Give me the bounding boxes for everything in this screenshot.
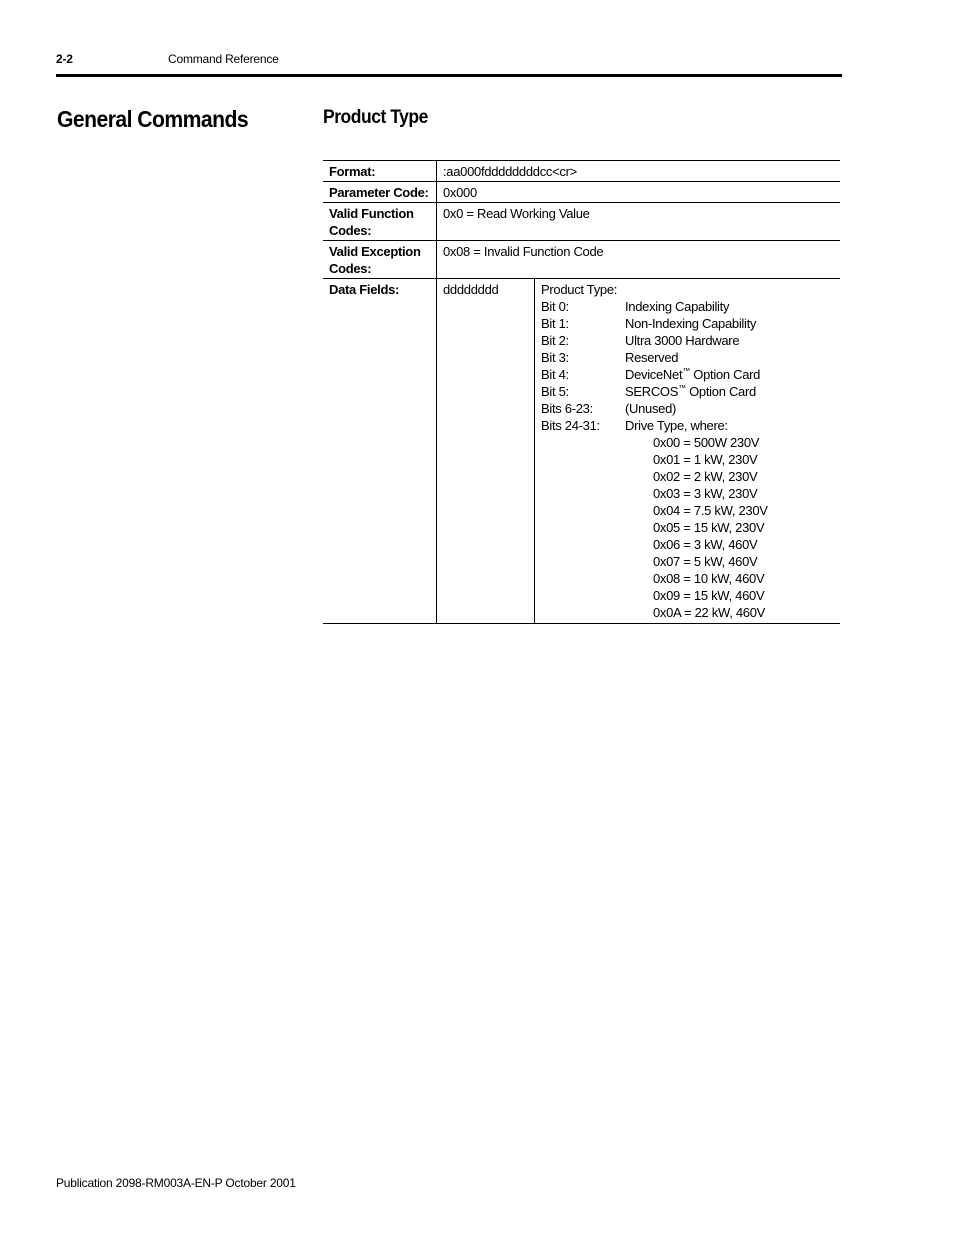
bit-desc xyxy=(625,383,834,400)
bit-desc-text: Option Card xyxy=(685,384,756,399)
drive-type-code: 0x04 = 7.5 kW, 230V xyxy=(653,503,768,518)
function-codes-label: Valid Function Codes: xyxy=(323,203,437,241)
bit-label: Bits 6-23: xyxy=(541,401,593,416)
data-fields-field: dddddddd xyxy=(437,279,535,624)
trademark-symbol: ™ xyxy=(678,383,686,393)
bit-label: Bit 2: xyxy=(541,333,569,348)
bit-label: Bit 0: xyxy=(541,299,569,314)
command-table xyxy=(323,160,840,624)
parameter-code-label: Parameter Code: xyxy=(323,182,437,203)
table-row-function-codes xyxy=(323,203,840,241)
format-label: Format: xyxy=(323,161,437,182)
table-row-data-fields xyxy=(323,279,840,624)
data-fields-label: Data Fields: xyxy=(323,279,437,624)
drive-type-code: 0x07 = 5 kW, 460V xyxy=(653,554,758,569)
function-codes-value: 0x0 = Read Working Value xyxy=(443,206,590,221)
subsection-title: Product Type xyxy=(323,107,428,128)
page-header xyxy=(56,52,842,76)
exception-codes-value: 0x08 = Invalid Function Code xyxy=(443,244,604,259)
section-title: General Commands xyxy=(57,106,249,132)
drive-type-code: 0x00 = 500W 230V xyxy=(653,435,760,450)
trademark-symbol: ™ xyxy=(682,366,690,376)
bit-label: Bit 5: xyxy=(541,384,569,399)
bit-label: Bit 4: xyxy=(541,367,569,382)
bit-desc: Indexing Capability xyxy=(625,299,730,314)
bit-label: Bit 1: xyxy=(541,316,569,331)
bit-label: Bits 24-31: xyxy=(541,418,600,433)
table-row-parameter-code xyxy=(323,182,840,203)
chapter-title: Command Reference xyxy=(168,52,279,66)
bit-desc: Drive Type, where: xyxy=(625,418,728,433)
page-number: 2-2 xyxy=(56,52,73,66)
format-value: :aa000fddddddddcc<cr> xyxy=(443,164,577,179)
data-fields-description xyxy=(535,279,841,624)
bit-desc-text: Option Card xyxy=(689,367,761,382)
drive-type-codes xyxy=(541,434,834,621)
bit-label: Bit 3: xyxy=(541,350,569,365)
bit-desc: Reserved xyxy=(625,350,679,365)
table-row-exception-codes xyxy=(323,241,840,279)
bit-desc-text: DeviceNet xyxy=(625,367,683,382)
parameter-code-value: 0x000 xyxy=(443,185,477,200)
drive-type-code: 0x03 = 3 kW, 230V xyxy=(653,486,758,501)
table-row-format xyxy=(323,161,840,182)
header-divider xyxy=(56,74,842,77)
drive-type-code: 0x0A = 22 kW, 460V xyxy=(653,605,766,620)
bit-desc: Non-Indexing Capability xyxy=(625,316,757,331)
product-type-heading: Product Type: xyxy=(541,282,618,297)
drive-type-code: 0x02 = 2 kW, 230V xyxy=(653,469,758,484)
bit-desc: Ultra 3000 Hardware xyxy=(625,333,740,348)
drive-type-code: 0x08 = 10 kW, 460V xyxy=(653,571,765,586)
publication-footer: Publication 2098-RM003A-EN-P October 2001 xyxy=(56,1176,296,1190)
exception-codes-label: Valid Exception Codes: xyxy=(323,241,437,279)
drive-type-code: 0x06 = 3 kW, 460V xyxy=(653,537,758,552)
drive-type-code: 0x01 = 1 kW, 230V xyxy=(653,452,758,467)
bit-desc-text: SERCOS xyxy=(625,384,679,399)
bit-definitions xyxy=(541,298,834,434)
bit-desc xyxy=(625,366,834,383)
drive-type-code: 0x05 = 15 kW, 230V xyxy=(653,520,765,535)
drive-type-code: 0x09 = 15 kW, 460V xyxy=(653,588,765,603)
bit-desc: (Unused) xyxy=(625,401,677,416)
